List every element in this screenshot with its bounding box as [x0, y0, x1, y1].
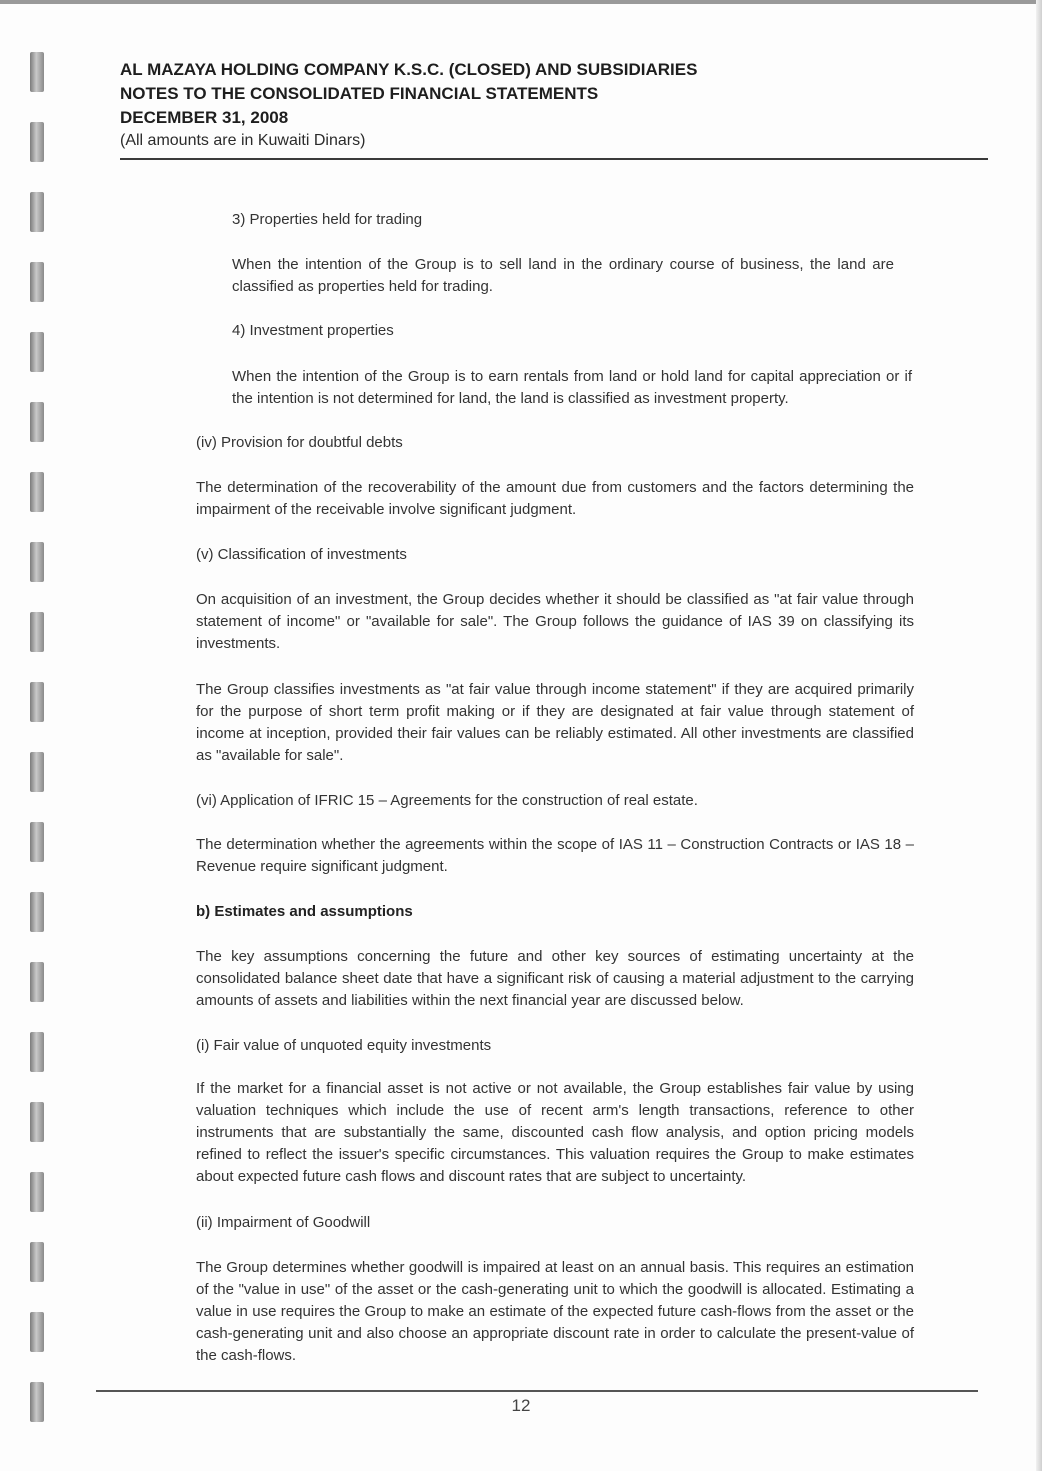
- binding-hole: [30, 682, 44, 722]
- binding-hole: [30, 122, 44, 162]
- paragraph: The Group classifies investments as "at fair value through income statement" if they are acquired primarily for the purpose of short term profit making or if they are designated at fair value through statement of income at inception, provided their fair values can be reliably estimated. All other investments are classified as "available for sale".: [196, 681, 914, 764]
- binding-hole: [30, 1102, 44, 1142]
- binding-hole: [30, 262, 44, 302]
- section-heading: (iv) Provision for doubtful debts: [196, 434, 403, 451]
- paragraph: The key assumptions concerning the future and other key sources of estimating uncertainty at the consolidated balance sheet date that have a significant risk of causing a material adjustment to the carrying amounts of assets and liabilities within the next financial year are discussed below.: [196, 948, 914, 1009]
- binding-hole: [30, 402, 44, 442]
- section-heading: 4) Investment properties: [232, 322, 394, 339]
- binding-hole: [30, 472, 44, 512]
- binding-hole: [30, 192, 44, 232]
- company-name: AL MAZAYA HOLDING COMPANY K.S.C. (CLOSED) AND SUBSIDIARIES: [120, 60, 698, 79]
- section-heading: (ii) Impairment of Goodwill: [196, 1214, 371, 1231]
- binding-holes: [30, 40, 44, 1460]
- section-heading: (i) Fair value of unquoted equity investments: [196, 1037, 492, 1054]
- subsection-heading: b) Estimates and assumptions: [196, 903, 413, 920]
- page-number: 12: [511, 1396, 531, 1415]
- paragraph: The determination whether the agreements within the scope of IAS 11 – Construction Contracts or IAS 18 – Revenue require significant judgment.: [196, 836, 914, 875]
- paragraph: When the intention of the Group is to earn rentals from land or hold land for capital appreciation or if the intention is not determined for land, the land is classified as investment property.: [232, 368, 912, 407]
- binding-hole: [30, 752, 44, 792]
- footer-rule: [96, 1390, 978, 1392]
- paragraph: When the intention of the Group is to sell land in the ordinary course of business, the land are classified as properties held for trading.: [232, 256, 894, 295]
- page-top-edge: [0, 0, 1042, 4]
- page-right-edge: [1036, 0, 1042, 1471]
- paragraph: The Group determines whether goodwill is impaired at least on an annual basis. This requires an estimation of the "value in use" of the asset or the cash-generating unit to which the goodwill is allocated. Estimating a value in use requires the Group to make an estimate of the expected future cash-flows from the asset or the cash-generating unit and also choose an appropriate discount rate in order to calculate the present-value of the cash-flows.: [196, 1259, 914, 1364]
- section-heading: (vi) Application of IFRIC 15 – Agreements for the construction of real estate.: [196, 792, 698, 809]
- binding-hole: [30, 1312, 44, 1352]
- section-heading: 3) Properties held for trading: [232, 211, 423, 228]
- binding-hole: [30, 1032, 44, 1072]
- paragraph: The determination of the recoverability of the amount due from customers and the factors determining the impairment of the receivable involve significant judgment.: [196, 479, 914, 518]
- binding-hole: [30, 892, 44, 932]
- binding-hole: [30, 52, 44, 92]
- header-rule: [120, 158, 988, 160]
- binding-hole: [30, 542, 44, 582]
- binding-hole: [30, 962, 44, 1002]
- paragraph: If the market for a financial asset is not active or not available, the Group establishes fair value by using valuation techniques which include the use of recent arm's length transactions, reference to other instruments that are substantially the same, discounted cash flow analysis, and option pricing models refined to reflect the issuer's specific circumstances. This valuation requires the Group to make estimates about expected future cash flows and discount rates that are subject to uncertainty.: [196, 1080, 914, 1185]
- paragraph: On acquisition of an investment, the Group decides whether it should be classified as "at fair value through statement of income" or "available for sale". The Group follows the guidance of IAS 39 on classifying its investments.: [196, 591, 914, 652]
- section-heading: (v) Classification of investments: [196, 546, 407, 563]
- statement-date: DECEMBER 31, 2008: [120, 108, 289, 127]
- document-title: NOTES TO THE CONSOLIDATED FINANCIAL STATEMENTS: [120, 84, 599, 103]
- binding-hole: [30, 612, 44, 652]
- binding-hole: [30, 822, 44, 862]
- currency-note: (All amounts are in Kuwaiti Dinars): [120, 132, 366, 149]
- binding-hole: [30, 1242, 44, 1282]
- page-header: [120, 58, 988, 152]
- binding-hole: [30, 1172, 44, 1212]
- binding-hole: [30, 332, 44, 372]
